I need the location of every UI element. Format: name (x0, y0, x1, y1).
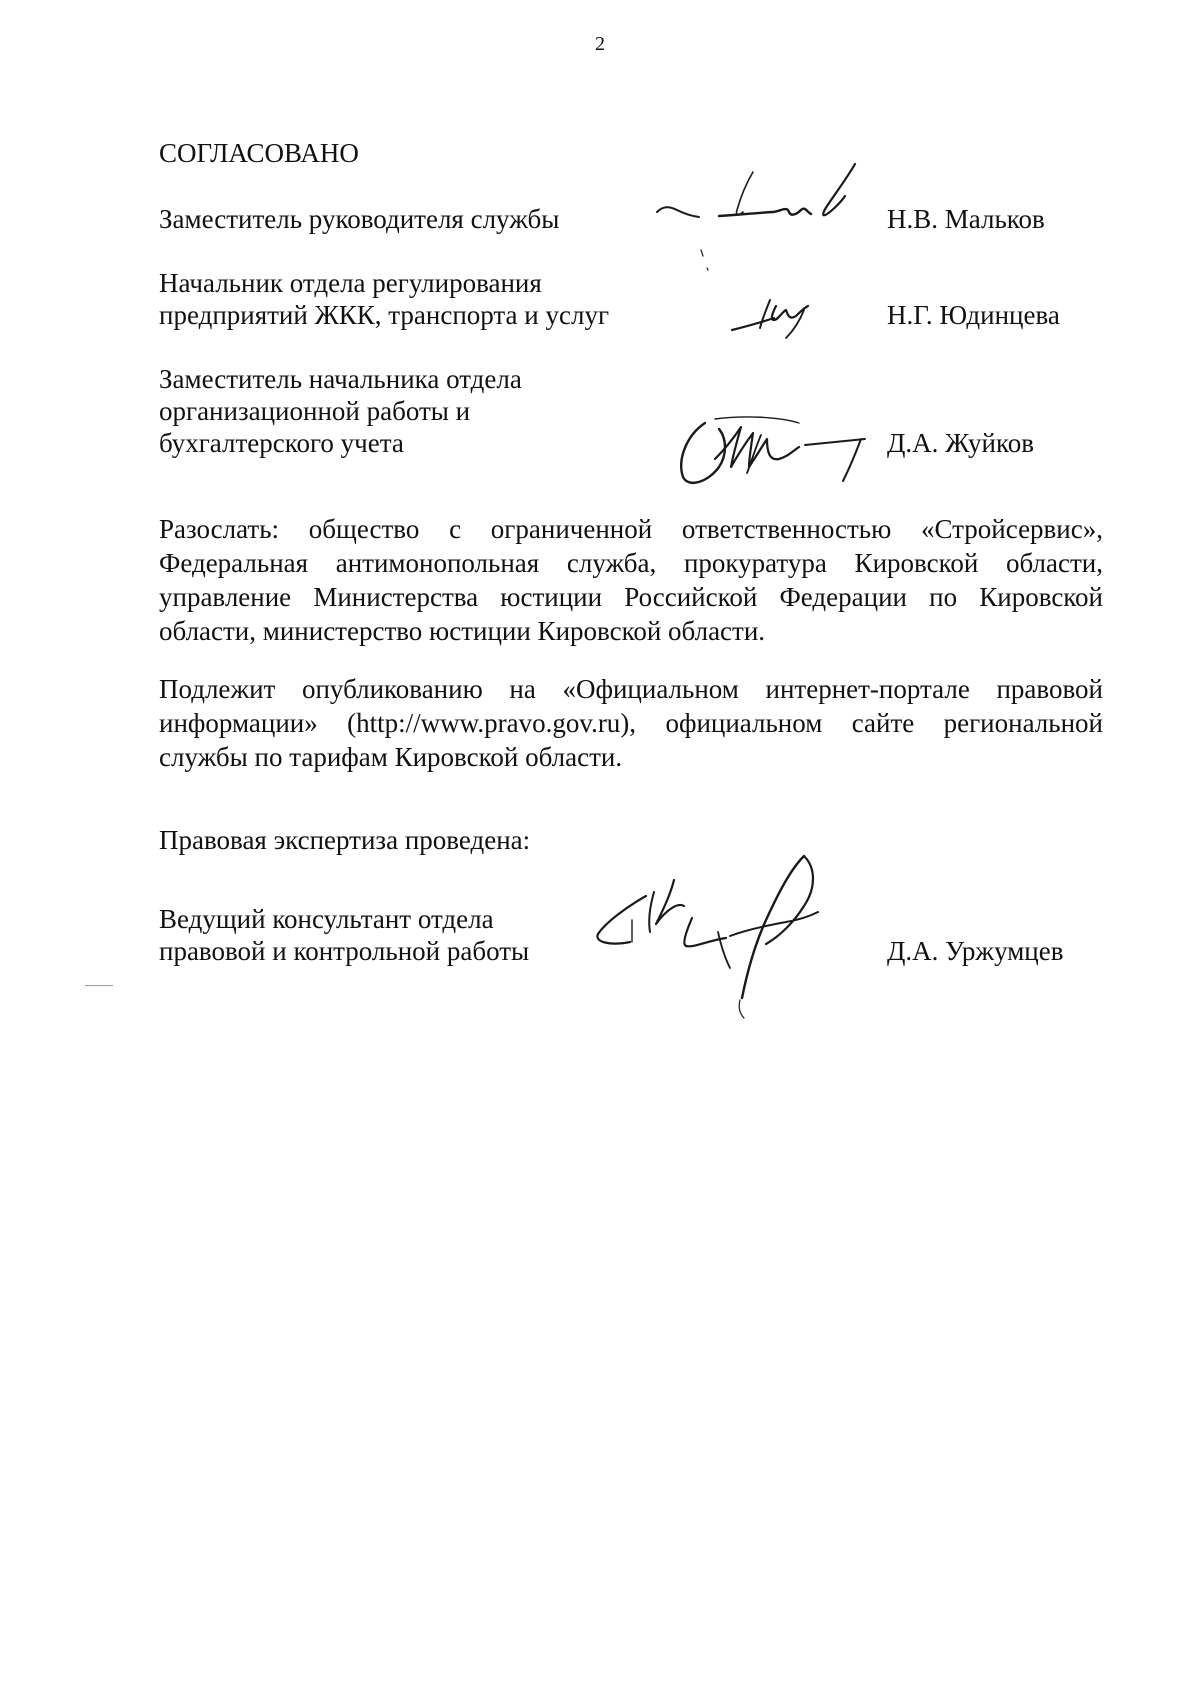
distribution-line: управление Министерства юстиции Российской Федерации по Кировской (159, 582, 1103, 612)
distribution-line: Федеральная антимонопольная служба, прокуратура Кировской области, (159, 548, 1103, 578)
approval-heading: СОГЛАСОВАНО (159, 138, 359, 168)
page-number: 2 (595, 33, 605, 55)
legal-review-heading: Правовая экспертиза проведена: (159, 825, 531, 855)
signatory-3-name: Д.А. Жуйков (887, 428, 1034, 458)
signatory-3-position-line-1: Заместитель начальника отдела (159, 364, 522, 394)
distribution-paragraph (159, 512, 1103, 648)
distribution-line: Разослать: общество с ограниченной ответственностью «Стройсервис», (159, 514, 1103, 544)
signatory-2-name: Н.Г. Юдинцева (887, 300, 1060, 330)
signatory-1-position: Заместитель руководителя службы (159, 204, 560, 234)
legal-review-name: Д.А. Уржумцев (887, 936, 1064, 966)
publication-paragraph (159, 672, 1103, 774)
publication-line: информации» (http://www.pravo.gov.ru), официальном сайте региональной (159, 708, 1103, 738)
signature-zhuikov (675, 415, 885, 495)
publication-line: Подлежит опубликованию на «Официальном интернет-портале правовой (159, 674, 1103, 704)
signatory-3-position-line-2: организационной работы и (159, 396, 471, 426)
signature-urzhumtsev (590, 850, 850, 1020)
legal-review-position-line-1: Ведущий консультант отдела (159, 904, 494, 934)
signatory-1-name: Н.В. Мальков (887, 204, 1045, 234)
distribution-line: области, министерство юстиции Кировской области. (159, 616, 766, 646)
scan-margin-mark (85, 985, 113, 986)
legal-review-position-line-2: правовой и контрольной работы (159, 936, 530, 966)
signatory-3-position-line-3: бухгалтерского учета (159, 428, 404, 458)
signature-yudintseva (730, 292, 830, 347)
publication-line: службы по тарифам Кировской области. (159, 742, 623, 772)
signatory-2-position-line-1: Начальник отдела регулирования (159, 268, 542, 298)
signature-malkov (655, 160, 865, 275)
signatory-2-position-line-2: предприятий ЖКК, транспорта и услуг (159, 300, 610, 330)
